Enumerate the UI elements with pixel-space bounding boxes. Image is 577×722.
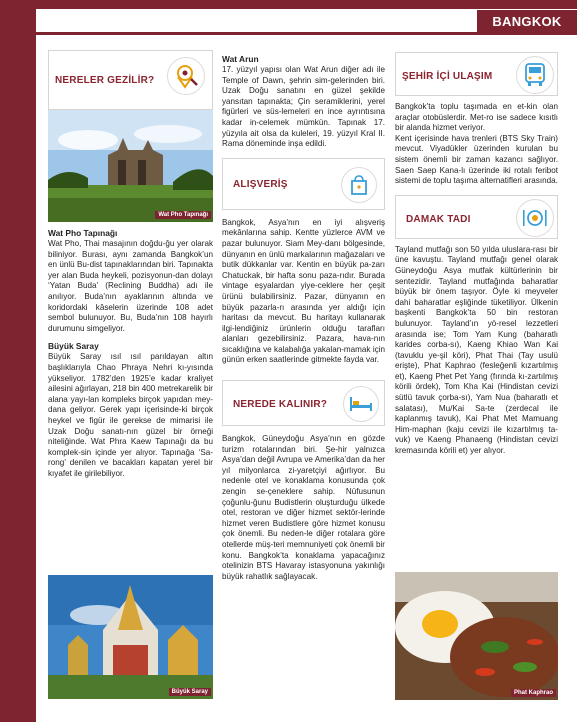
- nereler-title-box: [48, 50, 213, 110]
- phat-kaphrao-image: [395, 572, 558, 700]
- phat-kaphrao-photo: [395, 572, 558, 700]
- left-bar-gap: [36, 0, 42, 722]
- alisveris-title-box: [222, 158, 385, 210]
- grand-palace-photo: [48, 575, 213, 699]
- wat-pho-heading: Wat Pho Tapınağı: [48, 228, 118, 238]
- bed-icon: [343, 386, 379, 422]
- damak-text: Tayland mutfağı son 50 yılda uluslara-rası bir üne kavuştu. Tayland mutfağı genel olarak Güneydoğu Asya mutfak kültürlerinin bir sentezidir. Tayland mutfağında baharatlar büyük bir önem taşıyor. Öyle ki meyveler dahi baharatlar eşliğinde tüketiliyor. Ülkenin başkenti Bangkok’ta 50 bin restoran bulunuyor. Tayland’ın yö-resel lezzetleri arasında ise; Tom Yam Kung (baharatlı karides corba-sı), Kaeng Khiao Wan Kai (tavuklu ye-şil köri), Phat Thai (Tay usulü erişte), Phat Kaphrao (fesleğenli kızartılmış et), Kaeng Phet Pet Yang (fırında kı-zartılmış körili ördek), Tom Kha Kai (Hindistan cevizi sütlü tavuk çorba-sı), Yam Nua (baharatlı et salatası), Mu/Kai Sa-te (zerdecal ile kaplanmış tavuk), Kai Phat Met Mamuang Him-maphan (kaju cevizi ile kızartılmış ta-vuk) ve Kaeng Phanaeng (Hindistan cevizi kremasında körili et) yer alıyor.: [395, 244, 558, 456]
- grand-palace-caption: Büyük Saray: [169, 688, 211, 696]
- damak-title: DAMAK TADI: [406, 213, 471, 225]
- shopping-bag-icon: [341, 167, 377, 203]
- kalinir-title: NEREDE KALINIR?: [233, 399, 328, 411]
- column-middle: [222, 54, 385, 582]
- phat-kaphrao-caption: Phat Kaphrao: [511, 689, 556, 697]
- left-color-bar: [0, 0, 36, 722]
- ulasim-text-1: Bangkok’ta toplu taşımada en et-kin olan araçlar otobüslerdir. Met-ro ise sadece kısıtlı bir alanda hizmet veriyor.: [395, 102, 558, 133]
- ulasim-title: ŞEHİR İÇİ ULAŞIM: [402, 71, 493, 82]
- damak-title-box: [395, 195, 558, 239]
- alisveris-text: Bangkok, Asya’nın en iyi alışveriş mekânlarına sahip. Kentte yüzlerce AVM ve pazar bulunuyor. Siam Mey-danı bölgesinde, dünyanın en ünlü markalarının mağazaları ve butik dükkanlar var. Kentin en büyük pa-zarı Chatuckak, bir hafta sonu paza-rıdır. Burada vintage eşyalardan yiye-ceklere her çeşit ürünü bulabilirsiniz. Pazar, dünyanın en büyük pazarla-rı arasında yer aldığı için haritası da mevcut. Bu haritayı kullanarak ilgi-lendiğiniz ürünlerin olduğu tarafları alanları gezebilirsiniz. Pazara, hava-nın sıcaklığına ve kalabalığa yakalan-mamak için günün erken saatlerinde gitmekte fayda var.: [222, 217, 385, 365]
- wat-pho-caption: Wat Pho Tapınağı: [155, 211, 211, 219]
- kalinir-text: Bangkok, Güneydoğu Asya’nın en gözde turizm rotalarından biri. Şe-hir yalnızca Asya’dan değil Avrupa ve Amerika’dan da her yıl milyonlarca zi-yaretçiyi ağırlıyor. Bu nedenle otel ve konaklama konusunda çok zengin se-çeneklere sahip. Nüfusunun çoğunlu-ğunu Budistlerin oluşturduğu ülkede otel, restoran ve diğer hizmet sektör-lerinde hizmet veren Budistlere göre hizmet konusu çok önemli. Bu neden-le diğer rotalara göre otellerde müş-teri memnuniyeti çok önemli bir konu. Bangkok’ta konaklama yapacağınız otelinizin BTS Havaray istasyonuna yakınlığı büyük rahatlık sağlayacak.: [222, 434, 385, 581]
- buyuk-saray-heading: Büyük Saray: [48, 341, 99, 352]
- grand-palace-image: [48, 575, 213, 699]
- map-pin-magnifier-icon: [167, 57, 205, 95]
- wat-arun-heading: Wat Arun: [222, 54, 259, 64]
- plate-cutlery-icon: [516, 199, 554, 237]
- alisveris-title: ALIŞVERİŞ: [233, 178, 288, 190]
- section-tag: BANGKOK: [477, 10, 577, 34]
- bus-icon: [516, 56, 554, 94]
- nereler-title: NERELER GEZİLİR?: [55, 75, 155, 86]
- top-band: [36, 0, 577, 9]
- column-left: [48, 50, 213, 695]
- wat-pho-photo: [48, 110, 213, 222]
- wat-arun-text: 17. yüzyıl yapısı olan Wat Arun diğer adı ile Temple of Dawn, şehrin sim-gelerinden biri. Uzak Doğu sanatını en güzel şekilde yansıtan tapınakta; Çin seramiklerini, yerel figürleri ve süs-lemeleri en ince ayrıntısına kadar in-celemek mümkün. Tapınak 17. yüzyıla ait olsa da kuleleri, 19. yüzyıl Kral II. Rama döneminde inşa edildi.: [222, 65, 385, 149]
- ulasim-text-2: Kent içerisinde hava trenleri (BTS Sky Train) mevcut. Viyadükler üzerinden kurulan bu sistem önemli bir zaman kazancı sağlıyor. Saen Saep Kana-lı üzerinde iki rotalı feribot sistemi de toplu taşıma alternatifleri arasında.: [395, 133, 558, 186]
- ulasim-title-box: [395, 52, 558, 96]
- kalinir-title-box: [222, 380, 385, 426]
- column-right: [395, 52, 558, 696]
- buyuk-saray-text: Büyük Saray ısıl ısıl parıldayan altın başlıklarıyla Chao Phraya Nehri kı-yısında yükseliyor. 1782’den 1925’e kadar kraliyet ailesini ağırlayan, 218 bin 400 metrekarelik bir alana yayı-lan kompleks birçok yapıdan mey-dana geliyor. Gerek yapı içerisinde-ki birçok heykel ve figür ile gerekse de mimarisi ile Uzak Doğu sanatı-nın güzel bir örneği niteliğinde. Wat Phra Kaew Tapınağı da bu komplek-sin içinde yer alıyor. Tapınağa ‘Sa-rong’ denilen ve bacakları kapatan yerel bir kıyafet ile girilebiliyor.: [48, 352, 213, 478]
- wat-pho-image: [48, 110, 213, 222]
- wat-pho-text: Wat Pho, Thai masajının doğdu-ğu yer olarak biliniyor. Burası, aynı zamanda Bangkok’un en ünlü Bu-dist tapınaklarından biri. Tapınakta yer alan Buda heykeli, pozisyonun-dan dolayı ‘Yatan Buda’ (Reclining Buddha) adı ile anılıyor. Buda’nın ayaklarının altında ve koridordaki kâselerin üzerinde 108 adet sembol bulunuyor. Bu, Buda’nın 108 hayırlı durumunu simgeliyor.: [48, 239, 213, 333]
